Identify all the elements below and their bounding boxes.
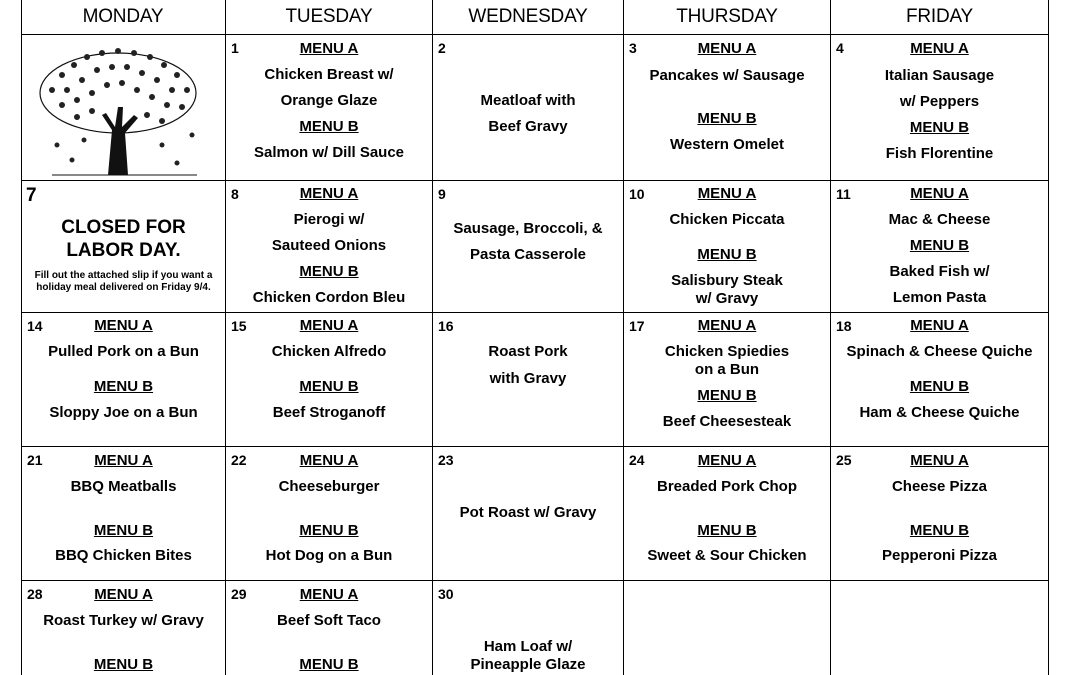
menu-b-label: MENU B <box>299 378 359 395</box>
menu-b-item: Fish Florentine <box>885 145 994 162</box>
menu-b-item: Salmon w/ Dill Sauce <box>253 144 405 161</box>
menu-a-label: MENU A <box>910 317 969 334</box>
day-cell-8 <box>226 181 432 312</box>
grid-line <box>1048 0 1049 675</box>
menu-b-item: Pepperoni Pizza <box>881 547 998 564</box>
menu-b-label: MENU B <box>93 378 154 395</box>
menu-a-item: Pancakes w/ Sausage <box>649 67 805 84</box>
day-number: 23 <box>438 452 454 468</box>
header-friday: FRIDAY <box>905 6 974 27</box>
menu-calendar <box>21 0 1049 675</box>
menu-a-label: MENU A <box>299 185 359 202</box>
menu-a-label: MENU A <box>910 452 969 469</box>
menu-a-label: MENU A <box>910 185 969 202</box>
day-number: 3 <box>629 40 637 56</box>
day-cell-22 <box>226 447 432 580</box>
header-wednesday: WEDNESDAY <box>468 6 588 27</box>
day-number: 24 <box>629 452 645 468</box>
menu-b-item: Salisbury Steak <box>671 272 783 289</box>
menu-a-item: Beef Soft Taco <box>277 612 381 629</box>
menu-a-item: w/ Peppers <box>899 93 980 110</box>
menu-a-label: MENU A <box>697 317 757 334</box>
menu-b-item: Ham & Cheese Quiche <box>859 404 1020 421</box>
menu-a-label: MENU A <box>94 317 153 334</box>
meal-item: Ham Loaf w/ <box>483 638 573 655</box>
day-cell-10 <box>624 181 830 312</box>
menu-a-item: Sauteed Onions <box>271 237 387 254</box>
menu-b-label: MENU B <box>697 110 757 127</box>
menu-a-item: Orange Glaze <box>280 92 378 109</box>
day-number: 25 <box>836 452 852 468</box>
menu-b-item: Baked Fish w/ <box>889 263 990 280</box>
day-cell-15 <box>226 313 432 446</box>
menu-b-item: Beef Stroganoff <box>272 404 386 421</box>
day-number: 16 <box>438 318 454 334</box>
day-number: 22 <box>231 452 247 468</box>
day-cell-21 <box>22 447 225 580</box>
menu-a-item: Chicken Breast w/ <box>264 66 394 83</box>
meal-item: Meatloaf with <box>480 92 576 109</box>
menu-a-item: Pulled Pork on a Bun <box>48 343 199 360</box>
meal-item: Pineapple Glaze <box>470 656 586 673</box>
menu-b-item: w/ Gravy <box>695 290 759 307</box>
menu-b-label: MENU B <box>93 522 154 539</box>
menu-a-item: Italian Sausage <box>884 67 995 84</box>
menu-a-item: Spinach & Cheese Quiche <box>846 343 1033 360</box>
menu-b-item: Sweet & Sour Chicken <box>647 547 807 564</box>
day-number: 4 <box>836 40 844 56</box>
closed-notice: LABOR DAY. <box>66 240 181 261</box>
menu-a-item: Chicken Piccata <box>669 211 785 228</box>
day-cell-4 <box>831 35 1048 180</box>
menu-a-item: Chicken Spiedies <box>664 343 790 360</box>
menu-a-item: Pierogi w/ <box>293 211 365 228</box>
day-number: 21 <box>27 452 43 468</box>
menu-b-item: Sloppy Joe on a Bun <box>49 404 198 421</box>
menu-b-label: MENU B <box>299 263 359 280</box>
menu-a-label: MENU A <box>94 586 153 603</box>
menu-b-label: MENU B <box>909 378 970 395</box>
menu-b-label: MENU B <box>909 522 970 539</box>
menu-a-label: MENU A <box>94 452 153 469</box>
day-cell-1 <box>226 35 432 180</box>
meal-item: Pasta Casserole <box>470 246 586 263</box>
header-thursday: THURSDAY <box>676 6 778 27</box>
day-number: 29 <box>231 586 247 602</box>
day-cell-9 <box>433 181 623 312</box>
day-number: 14 <box>27 318 43 334</box>
meal-item: Sausage, Broccoli, & <box>453 220 603 237</box>
day-cell-14 <box>22 313 225 446</box>
menu-b-item: Hot Dog on a Bun <box>265 547 393 564</box>
menu-a-item: Chicken Alfredo <box>271 343 387 360</box>
holiday-note: Fill out the attached slip if you want a holiday meal delivered on Friday 9/4. <box>34 270 213 293</box>
menu-b-label: MENU B <box>299 656 359 673</box>
tree-illustration-cell <box>22 35 225 180</box>
menu-b-label: MENU B <box>93 656 154 673</box>
day-number: 2 <box>438 40 446 56</box>
day-cell-23 <box>433 447 623 580</box>
menu-b-label: MENU B <box>299 522 359 539</box>
menu-a-item: Cheeseburger <box>278 478 380 495</box>
menu-a-label: MENU A <box>697 185 757 202</box>
day-cell-11 <box>831 181 1048 312</box>
menu-a-item: Mac & Cheese <box>888 211 991 228</box>
menu-b-label: MENU B <box>697 246 757 263</box>
menu-b-item: Lemon Pasta <box>892 289 987 306</box>
day-cell-3 <box>624 35 830 180</box>
day-cell-2 <box>433 35 623 180</box>
day-number: 30 <box>438 586 454 602</box>
menu-b-item: BBQ Chicken Bites <box>55 547 192 564</box>
autumn-tree-illustration <box>22 35 225 180</box>
day-cell-29 <box>226 581 432 675</box>
day-cell-25 <box>831 447 1048 580</box>
meal-item: with Gravy <box>489 370 567 387</box>
day-number: 1 <box>231 40 239 56</box>
menu-a-item: BBQ Meatballs <box>70 478 177 495</box>
menu-a-label: MENU A <box>910 40 969 57</box>
menu-a-label: MENU A <box>299 317 359 334</box>
menu-b-item: Beef Cheesesteak <box>662 413 792 430</box>
menu-b-item: Chicken Cordon Bleu <box>252 289 406 306</box>
day-cell-18 <box>831 313 1048 446</box>
header-tuesday: TUESDAY <box>285 6 373 27</box>
menu-a-item: Cheese Pizza <box>891 478 988 495</box>
meal-item: Pot Roast w/ Gravy <box>459 504 597 521</box>
menu-a-label: MENU A <box>299 586 359 603</box>
menu-b-label: MENU B <box>909 119 970 136</box>
day-cell-17 <box>624 313 830 446</box>
menu-a-item: Breaded Pork Chop <box>656 478 798 495</box>
menu-a-label: MENU A <box>697 452 757 469</box>
menu-b-label: MENU B <box>697 387 757 404</box>
closed-notice: CLOSED FOR <box>61 217 186 238</box>
meal-item: Roast Pork <box>488 343 568 360</box>
menu-a-item: Roast Turkey w/ Gravy <box>43 612 204 629</box>
day-number: 17 <box>629 318 645 334</box>
day-cell-28 <box>22 581 225 675</box>
day-number: 10 <box>629 186 645 202</box>
day-cell-16 <box>433 313 623 446</box>
day-number: 28 <box>27 586 43 602</box>
day-cell-24 <box>624 447 830 580</box>
meal-item: Beef Gravy <box>488 118 568 135</box>
menu-a-label: MENU A <box>299 40 359 57</box>
menu-b-label: MENU B <box>909 237 970 254</box>
day-cell-30 <box>433 581 623 675</box>
header-monday: MONDAY <box>82 6 164 27</box>
day-number: 7 <box>26 185 37 206</box>
day-number: 9 <box>438 186 446 202</box>
day-cell-7 <box>22 181 225 312</box>
day-number: 11 <box>836 186 851 202</box>
day-number: 8 <box>231 186 239 202</box>
day-number: 18 <box>836 318 852 334</box>
menu-a-item: on a Bun <box>694 361 760 378</box>
menu-b-label: MENU B <box>299 118 359 135</box>
menu-a-label: MENU A <box>299 452 359 469</box>
day-number: 15 <box>231 318 247 334</box>
menu-b-label: MENU B <box>697 522 757 539</box>
menu-a-label: MENU A <box>697 40 757 57</box>
menu-b-item: Western Omelet <box>670 136 784 153</box>
